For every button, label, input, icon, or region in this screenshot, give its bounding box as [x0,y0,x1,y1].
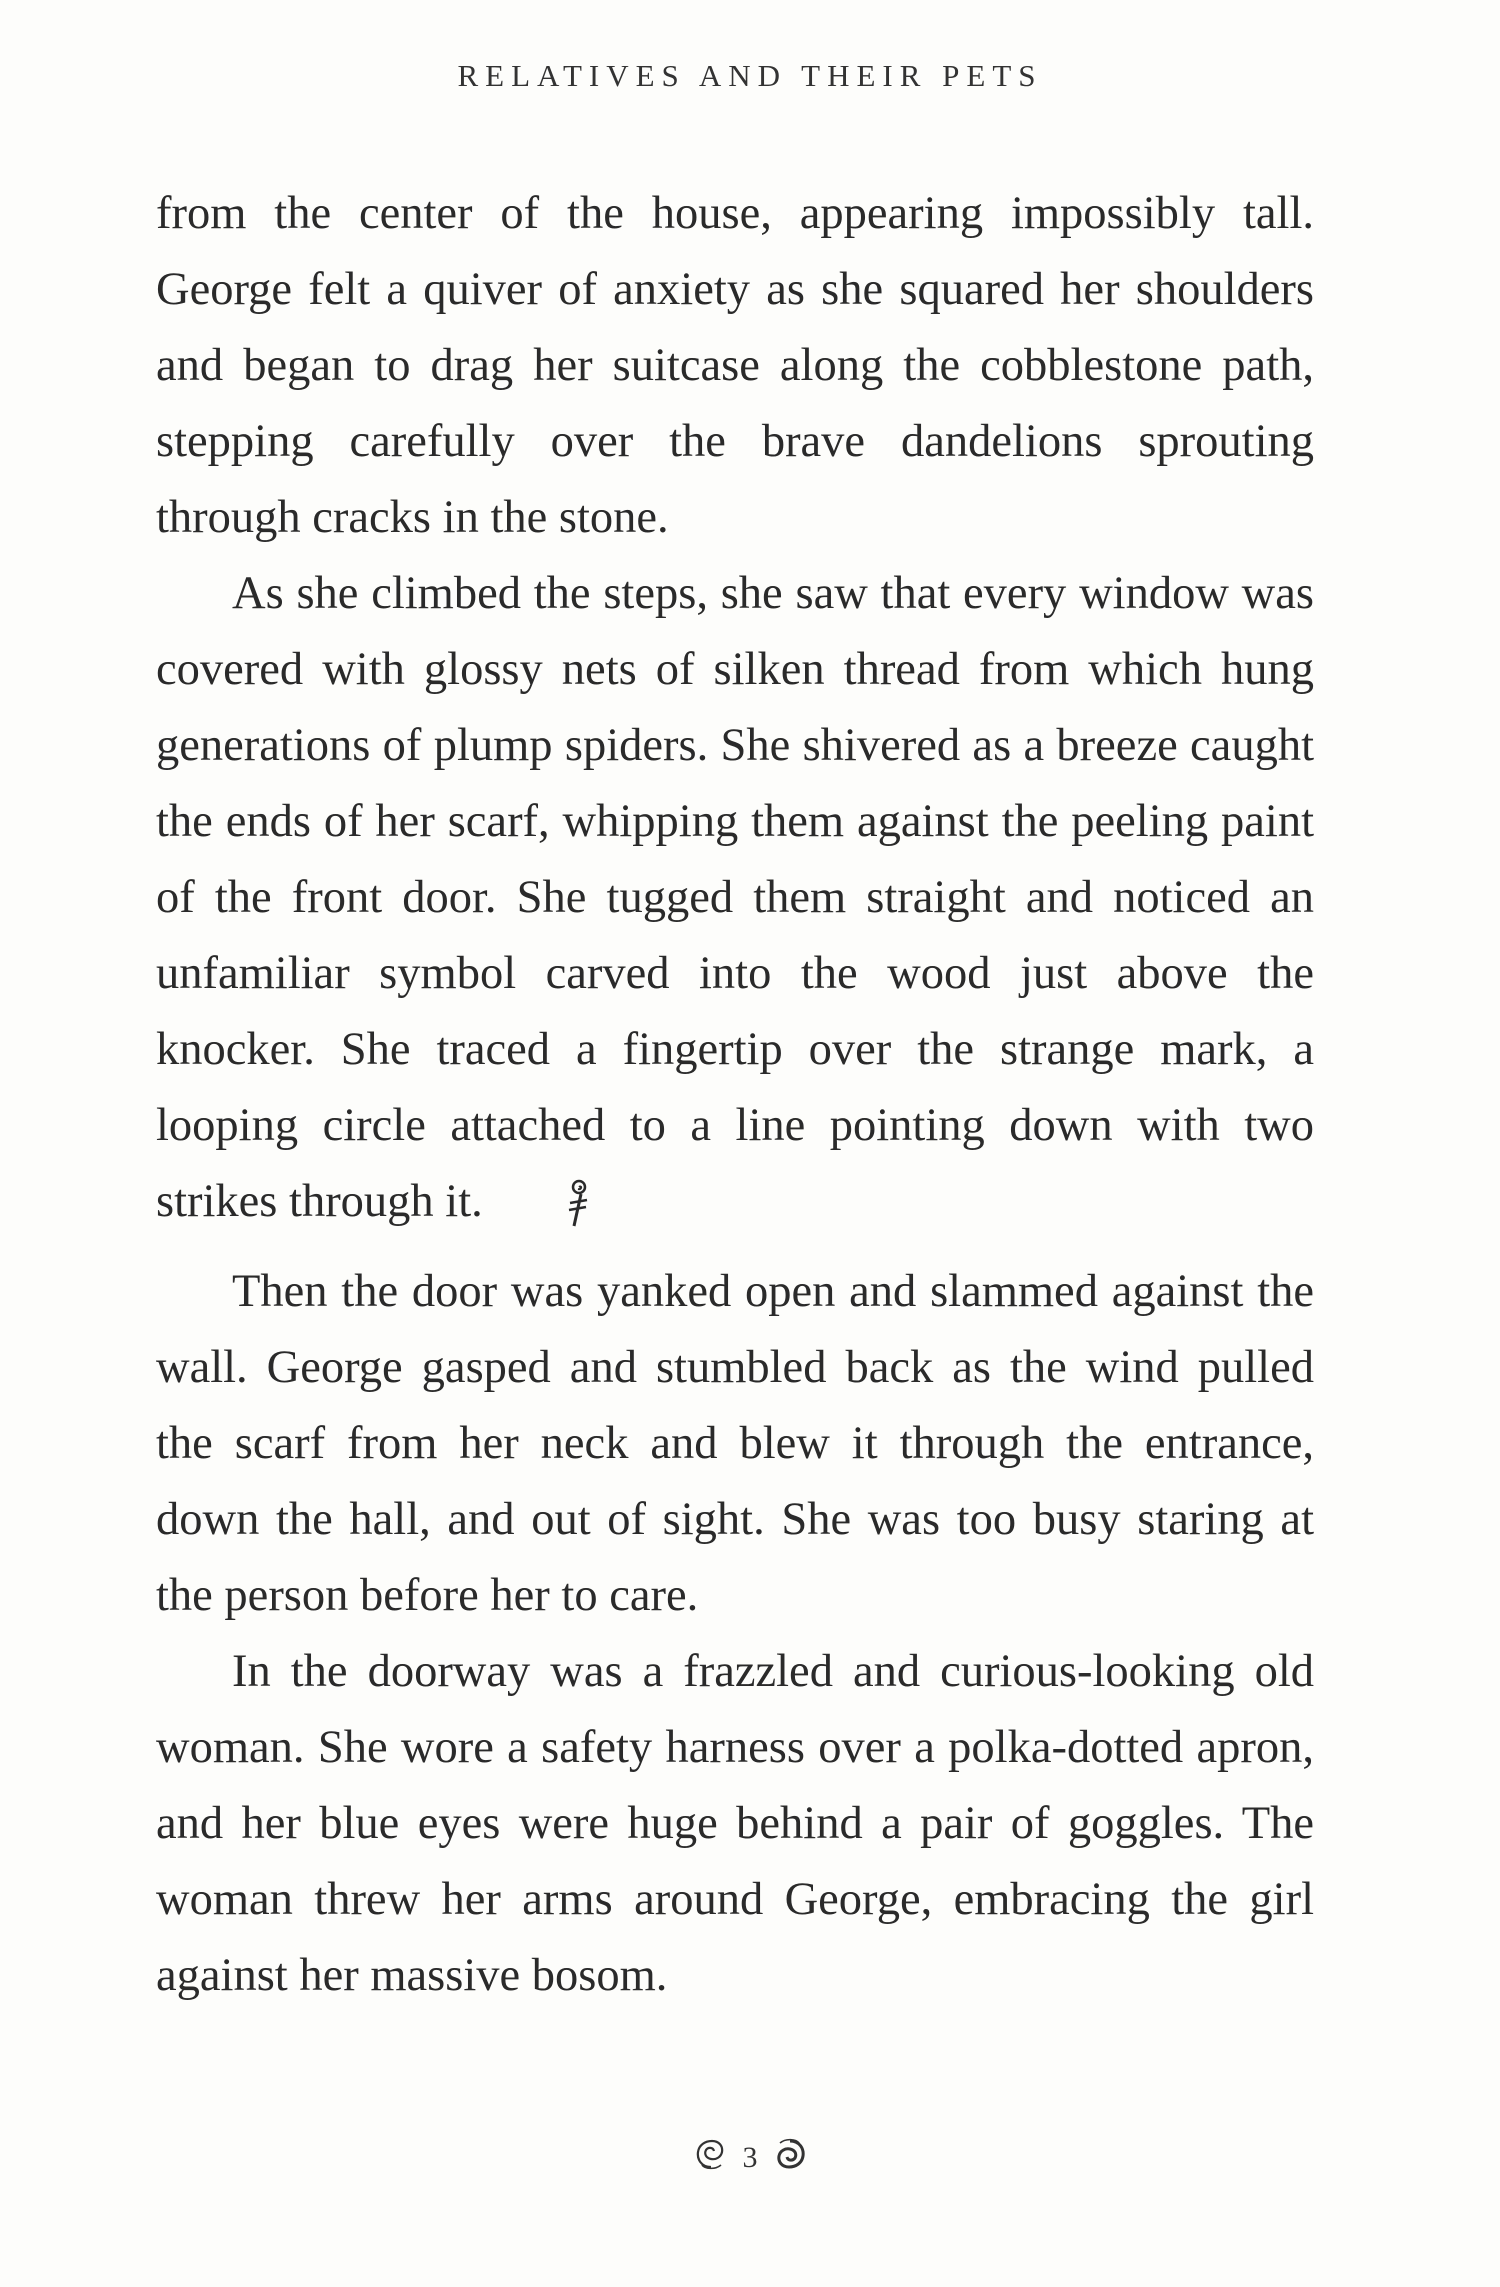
page-folio [0,2136,1500,2180]
running-head: RELATIVES AND THEIR PETS [457,58,1043,93]
paragraph-2-text: As she climbed the steps, she saw that every window was covered with glossy nets of silken thread from which hung generations of plump spiders. She shivered as a breeze caught the ends of her scarf, whipping them against the peeling paint of the front door. She tugged them straight and noticed an unfamiliar symbol carved into the wood just above the knocker. She traced a fingertip over the strange mark, a looping circle attached to a line pointing down with two strikes through it. [156,568,1314,1227]
page-number: 3 [742,2141,758,2174]
paragraph-4: In the doorway was a frazzled and curious-looking old woman. She wore a safety harness over a polka-dotted apron, and her blue eyes were huge behind a pair of goggles. The woman threw her arms around George, embracing the girl against her massive bosom. [156,1646,1314,2001]
paragraph-2 [156,556,1314,1254]
left-swirl-ornament-icon [693,2136,729,2180]
paragraph-1: from the center of the house, appearing impossibly tall. George felt a quiver of anxiety as she squared her shoulders and began to drag her suitcase along the cobblestone path, stepping carefully over the brave dandelions sprouting through cracks in the stone. [156,188,1314,543]
paragraph-3: Then the door was yanked open and slammed against the wall. George gasped and stumbled back as the wind pulled the scarf from her neck and blew it through the entrance, down the hall, and out of sight. She was too busy staring at the person before her to care. [156,1266,1314,1621]
right-swirl-ornament-icon [772,2136,808,2180]
looping-circle-symbol-icon [491,1178,591,1254]
body-text [156,176,1314,2014]
